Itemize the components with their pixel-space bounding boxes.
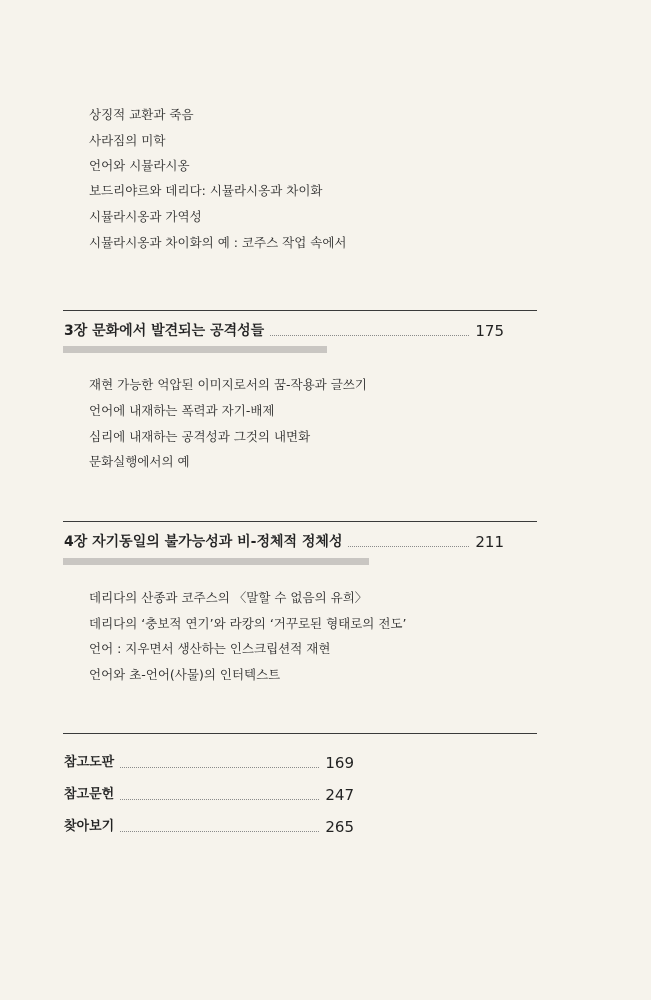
dot-leader [270, 335, 469, 336]
toc-subitem: 상징적 교환과 죽음 [89, 107, 194, 122]
chapter-underline-bar [63, 558, 369, 565]
dot-leader [120, 767, 319, 768]
toc-subitem: 시뮬라시옹과 차이화의 예 : 코주스 작업 속에서 [89, 235, 347, 250]
toc-subitem: 문화실행에서의 예 [89, 454, 190, 469]
toc-subitem: 시뮬라시옹과 가역성 [89, 209, 202, 224]
section-divider [63, 733, 537, 734]
back-matter-entry [64, 818, 354, 836]
toc-subitem: 언어에 내재하는 폭력과 자기-배제 [89, 403, 275, 418]
dot-leader [120, 799, 319, 800]
section-divider [63, 310, 537, 311]
chapter-underline-bar [63, 346, 327, 353]
chapter-title: 4장 자기동일의 불가능성과 비-정체적 정체성 [64, 534, 343, 550]
toc-subitem: 언어와 초-언어(사물)의 인터텍스트 [89, 667, 281, 682]
toc-subitem: 보드리야르와 데리다: 시뮬라시옹과 차이화 [89, 183, 323, 198]
back-matter-page: 265 [325, 818, 354, 836]
chapter-4-heading [64, 533, 504, 551]
back-matter-entry [64, 754, 354, 772]
toc-subitem: 재현 가능한 억압된 이미지로서의 꿈-작용과 글쓰기 [89, 377, 367, 392]
toc-subitem: 심리에 내재하는 공격성과 그것의 내면화 [89, 429, 311, 444]
toc-subitem: 사라짐의 미학 [89, 133, 166, 148]
back-matter-page: 169 [325, 754, 354, 772]
chapter-3-heading [64, 322, 504, 340]
section-divider [63, 521, 537, 522]
toc-subitem: 데리다의 산종과 코주스의 〈말할 수 없음의 유희〉 [89, 590, 368, 605]
back-matter-label: 찾아보기 [64, 819, 115, 834]
dot-leader [120, 831, 319, 832]
back-matter-page: 247 [325, 786, 354, 804]
toc-subitem: 데리다의 ‘충보적 연기’와 라캉의 ‘거꾸로된 형태로의 전도’ [89, 616, 407, 631]
chapter-page-number: 175 [475, 322, 504, 340]
dot-leader [348, 546, 469, 547]
back-matter-label: 참고문헌 [64, 787, 115, 802]
back-matter-label: 참고도판 [64, 755, 115, 770]
chapter-page-number: 211 [475, 533, 504, 551]
back-matter-entry [64, 786, 354, 804]
toc-subitem: 언어와 시뮬라시옹 [89, 158, 190, 173]
toc-subitem: 언어 : 지우면서 생산하는 인스크립션적 재현 [89, 641, 331, 656]
chapter-title: 3장 문화에서 발견되는 공격성들 [64, 323, 265, 339]
